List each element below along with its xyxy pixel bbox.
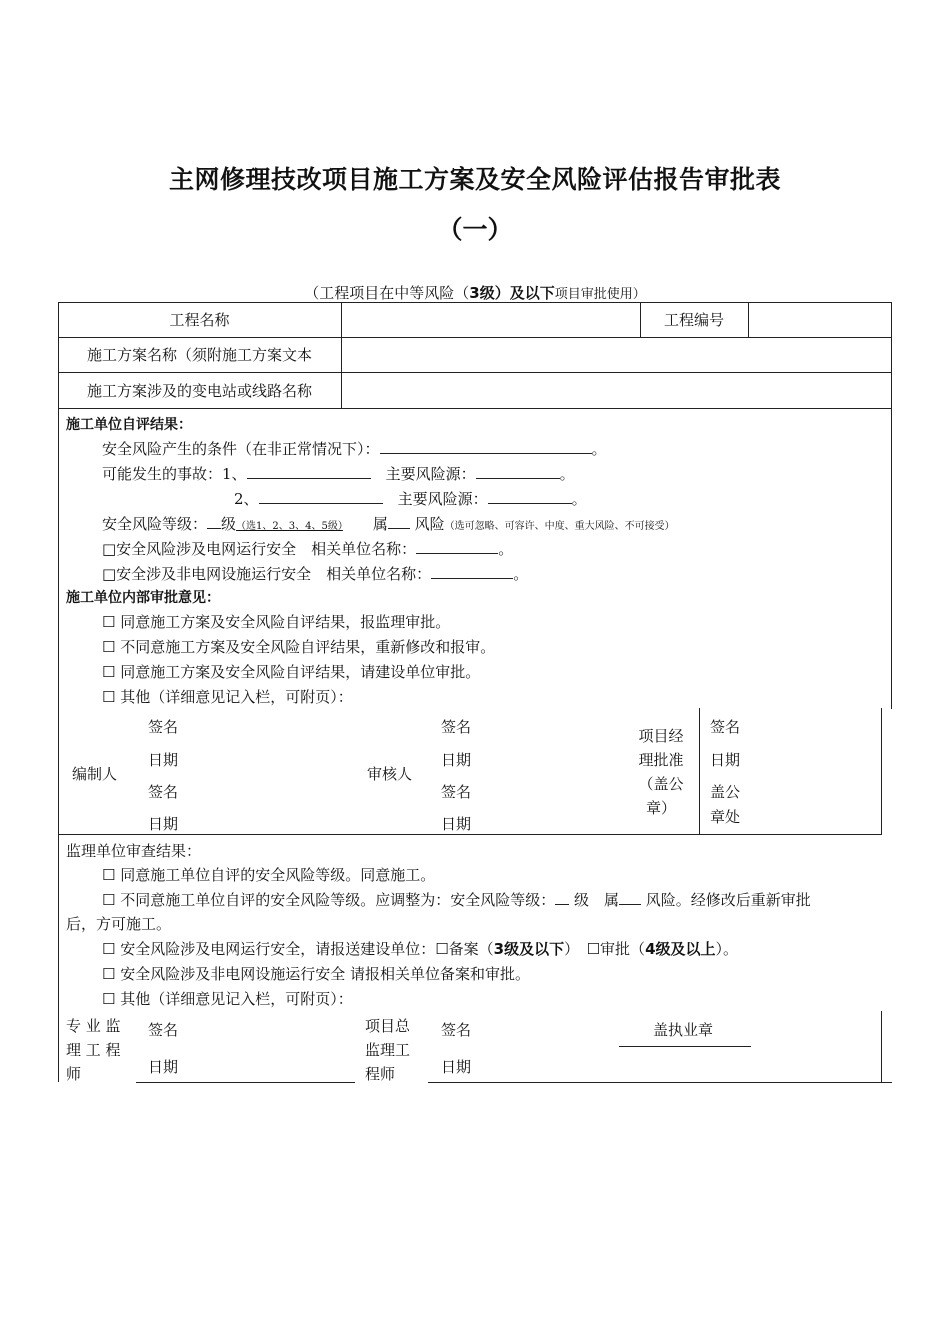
accident-line-1: 可能发生的事故：1、 主要风险源： 。 [102, 465, 575, 483]
chief-supervisor-label: 项目总 监理工 程师 [365, 1017, 411, 1083]
reviewer-date-label: 日期 [441, 751, 472, 769]
internal-option-4[interactable]: ☐ 其他（详细意见记入栏，可附页）： [102, 688, 353, 706]
adjusted-level-blank[interactable] [555, 890, 569, 905]
risk-type-blank[interactable] [388, 514, 410, 529]
supervision-option-3[interactable]: ☐ 安全风险涉及电网运行安全，请报送建设单位：☐备案（3级及以下） ☐审批（4级及以上）。 [102, 940, 739, 958]
accident-line-2: 2、 主要风险源： 。 [234, 490, 587, 508]
nongrid-unit-blank[interactable] [431, 564, 513, 579]
risk-level-blank[interactable] [207, 514, 221, 529]
stations-label: 施工方案涉及的变电站或线路名称 [86, 381, 312, 400]
condition-blank[interactable] [380, 439, 592, 454]
supervision-option-2-cont: 后，方可施工。 [66, 915, 172, 933]
sign-underline [136, 834, 355, 835]
compiler-date-label: 日期 [148, 751, 179, 769]
sign2-underline-2 [428, 1082, 892, 1083]
adjusted-type-blank[interactable] [619, 890, 641, 905]
supervision-option-1[interactable]: ☐ 同意施工单位自评的安全风险等级。同意施工。 [102, 866, 436, 884]
seal-label-1: 盖公 [710, 783, 741, 801]
sign2-underline-1 [136, 1082, 355, 1083]
supervision-heading: 监理单位审查结果： [66, 842, 202, 860]
plan-name-field[interactable] [342, 337, 891, 372]
internal-option-1[interactable]: ☐ 同意施工方案及安全风险自评结果，报监理审批。 [102, 613, 451, 631]
compiler-sign-label: 签名 [148, 718, 179, 736]
grid-risk-line[interactable]: □安全风险涉及电网运行安全 相关单位名称： 。 [102, 540, 514, 558]
compiler-date-label-2: 日期 [148, 815, 179, 833]
risk-condition-line: 安全风险产生的条件（在非正常情况下）： 。 [102, 440, 607, 458]
risk-source-2-blank[interactable] [488, 489, 572, 504]
stations-field[interactable] [342, 372, 891, 408]
compiler-sign-label-2: 签名 [148, 783, 179, 801]
chief-date-label: 日期 [441, 1058, 472, 1076]
seal-label-2: 章处 [710, 808, 741, 826]
pm-sign-label: 签名 [710, 718, 741, 736]
project-name-field[interactable] [342, 302, 640, 337]
project-no-field[interactable] [749, 302, 891, 337]
accident-2-blank[interactable] [259, 489, 383, 504]
reviewer-sign-label-2: 签名 [441, 783, 472, 801]
page-subtitle: （一） [437, 215, 513, 244]
sign-block-divider [699, 708, 700, 835]
table-left-border [58, 302, 59, 1082]
supervising-engineer-label: 专 业 监 理 工 程 师 [66, 1017, 121, 1083]
reviewer-label: 审核人 [367, 765, 413, 783]
risk-level-line: 安全风险等级： 级（选1、2、3、4、5级） 属 风险（选可忽略、可容许、中度、重大风险、不可接受） [102, 515, 675, 533]
supervision-option-4[interactable]: ☐ 安全风险涉及非电网设施运行安全 请报相关单位备案和审批。 [102, 965, 530, 983]
practice-stamp-label: 盖执业章 [653, 1021, 714, 1039]
accident-1-blank[interactable] [247, 464, 371, 479]
internal-option-3[interactable]: ☐ 同意施工方案及安全风险自评结果，请建设单位审批。 [102, 663, 481, 681]
internal-option-2[interactable]: ☐ 不同意施工方案及安全风险自评结果，重新修改和报审。 [102, 638, 496, 656]
pm-approval-label: 项目经 理批准 （盖公 章） [638, 727, 684, 817]
stamp-underline [619, 1046, 751, 1047]
reviewer-date-label-2: 日期 [441, 815, 472, 833]
chief-sign-label: 签名 [441, 1021, 472, 1039]
grid-unit-blank[interactable] [416, 539, 498, 554]
pm-date-label: 日期 [710, 751, 741, 769]
row-divider [58, 408, 892, 409]
supervision-option-5[interactable]: ☐ 其他（详细意见记入栏，可附页）： [102, 990, 353, 1008]
project-name-label: 工程名称 [169, 311, 230, 329]
engineer-date-label: 日期 [148, 1058, 179, 1076]
usage-note: （工程项目在中等风险（3级）及以下项目审批使用） [304, 284, 646, 302]
reviewer-sign-label: 签名 [441, 718, 472, 736]
project-no-label: 工程编号 [663, 311, 724, 329]
sign-block-right-border [881, 708, 882, 835]
internal-heading: 施工单位内部审批意见： [66, 590, 220, 606]
table-right-border [891, 302, 892, 709]
supervision-option-2[interactable]: ☐ 不同意施工单位自评的安全风险等级。应调整为：安全风险等级： 级 属 风险。经修改后重新审批 [102, 891, 811, 909]
compiler-label: 编制人 [72, 765, 118, 783]
engineer-sign-label: 签名 [148, 1021, 179, 1039]
self-eval-heading: 施工单位自评结果： [66, 417, 192, 433]
page-title: 主网修理技改项目施工方案及安全风险评估报告审批表 [168, 165, 781, 194]
plan-name-label: 施工方案名称（须附施工方案文本 [86, 346, 312, 364]
nongrid-risk-line[interactable]: □安全涉及非电网设施运行安全 相关单位名称： 。 [102, 565, 529, 583]
risk-source-1-blank[interactable] [476, 464, 560, 479]
sign2-right-border [881, 1011, 882, 1082]
